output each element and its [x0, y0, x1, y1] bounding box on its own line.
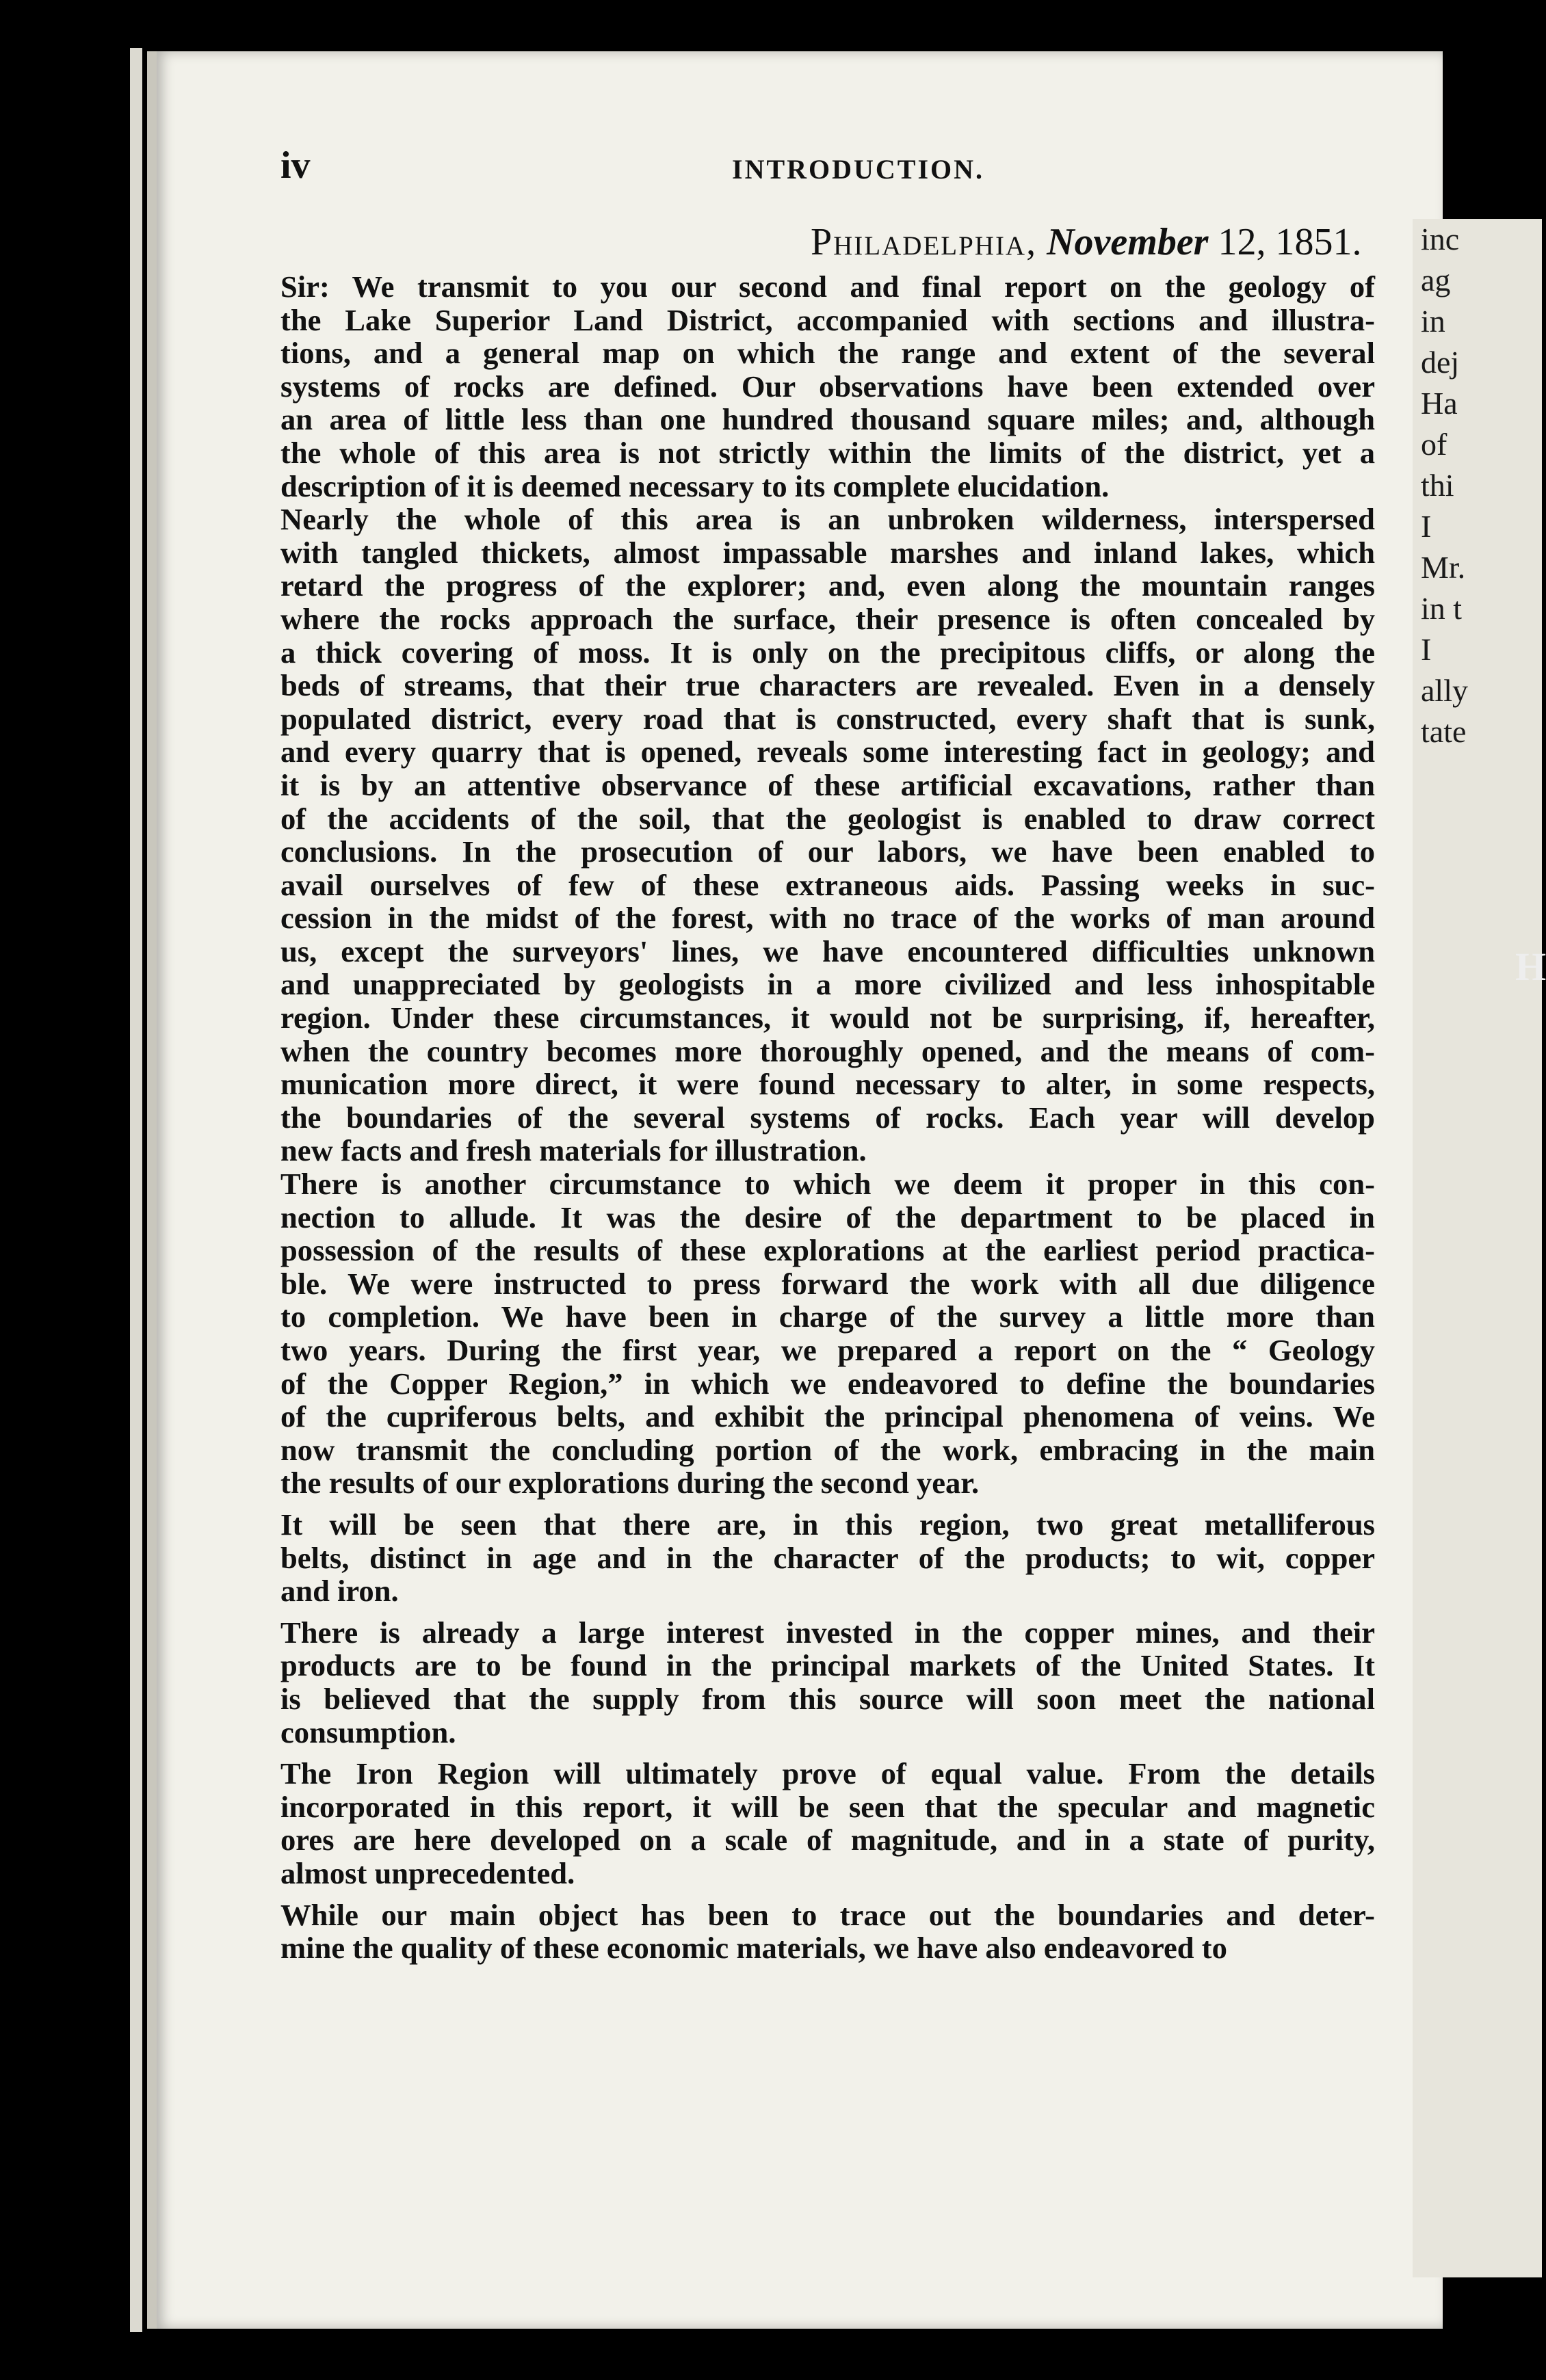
facing-page-text-fragment: I: [1421, 509, 1432, 544]
text-line: There is another circumstance to which we deem it proper in this con-: [280, 1167, 1375, 1202]
text-line: While our main object has been to trace out the boundaries and deter-: [280, 1897, 1375, 1932]
text-line: when the country becomes more thoroughly opened, and the means of com-: [280, 1033, 1375, 1068]
text-line: almost unprecedented.: [280, 1855, 575, 1890]
text-line: possession of the results of these explorations at the earliest period practica-: [280, 1233, 1375, 1268]
text-line: description of it is deemed necessary to its complete elucidation.: [280, 468, 1110, 503]
text-line: of the cupriferous belts, and exhibit the principal phenomena of veins. We: [280, 1399, 1375, 1434]
text-line: It will be seen that there are, in this region, two great metalliferous: [280, 1507, 1375, 1542]
text-line: Nearly the whole of this area is an unbroken wilderness, interspersed: [280, 502, 1375, 537]
text-line: conclusions. In the prosecution of our labors, we have been enabled to: [280, 834, 1375, 869]
facing-page-text-fragment: dej: [1421, 345, 1460, 380]
text-line: with tangled thickets, almost impassable marshes and inland lakes, which: [280, 535, 1375, 570]
facing-page-text-fragment: of: [1421, 427, 1447, 462]
text-line: beds of streams, that their true characters are revealed. Even in a densely: [280, 668, 1375, 703]
page-header: [280, 144, 1375, 191]
text-line: new facts and fresh materials for illustration.: [280, 1133, 867, 1168]
paragraph-gap: [280, 1890, 1375, 1899]
text-line: region. Under these circumstances, it would not be surprising, if, hereafter,: [280, 1001, 1375, 1035]
text-line: products are to be found in the principal markets of the United States. It: [280, 1648, 1375, 1683]
facing-page-text-fragment: Ha: [1421, 386, 1458, 421]
text-line: consumption.: [280, 1715, 456, 1749]
text-line: retard the progress of the explorer; and, even along the mountain ranges: [280, 568, 1375, 603]
facing-page-text-fragment: ally: [1421, 673, 1468, 708]
facing-page-text-fragment: thi: [1421, 468, 1454, 503]
text-line: of the accidents of the soil, that the geologist is enabled to draw correct: [280, 801, 1375, 836]
facing-page-text-fragment: in t: [1421, 591, 1463, 626]
text-line: and unappreciated by geologists in a more civilized and less inhospitable: [280, 967, 1375, 1002]
paragraph-gap: [280, 1608, 1375, 1616]
text-line: nection to allude. It was the desire of the department to be placed in: [280, 1200, 1375, 1234]
text-line: munication more direct, it were found necessary to alter, in some respects,: [280, 1067, 1375, 1102]
text-line: it is by an attentive observance of these artificial excavations, rather than: [280, 767, 1375, 802]
facing-page-text-fragment: I: [1421, 632, 1432, 667]
facing-page-text-fragment: tate: [1421, 714, 1467, 749]
facing-page-text-fragment: Mr.: [1421, 550, 1466, 585]
text-line: systems of rocks are defined. Our observations have been extended over: [280, 369, 1375, 404]
text-line: belts, distinct in age and in the character of the products; to wit, copper: [280, 1540, 1375, 1575]
facing-page-text-fragment: inc: [1421, 222, 1460, 256]
text-line: The Iron Region will ultimately prove of equal value. From the details: [280, 1756, 1375, 1791]
facing-page-text-fragment: ag: [1421, 263, 1451, 298]
text-line: where the rocks approach the surface, their presence is often concealed by: [280, 601, 1375, 636]
text-line: ble. We were instructed to press forward the work with all due diligence: [280, 1266, 1375, 1301]
text-line: now transmit the concluding portion of the work, embracing in the main: [280, 1432, 1375, 1467]
facing-page-text-fragment: in: [1421, 304, 1445, 339]
text-line: an area of little less than one hundred thousand square miles; and, although: [280, 402, 1375, 437]
text-line: and iron.: [280, 1574, 399, 1609]
letter-body: [280, 270, 1375, 1965]
letter-dateline: [811, 220, 1361, 264]
text-line: incorporated in this report, it will be seen that the specular and magnetic: [280, 1789, 1375, 1824]
text-line: the boundaries of the several systems of rocks. Each year will develop: [280, 1100, 1375, 1135]
facing-page-fragment: [1413, 219, 1542, 2277]
text-line: Sir: We transmit to you our second and final report on the geology of: [280, 269, 1375, 304]
text-line: tions, and a general map on which the range and extent of the several: [280, 336, 1375, 371]
dateline-day-year: 12, 1851.: [1218, 221, 1362, 263]
text-line: the whole of this area is not strictly within the limits of the district, yet a: [280, 435, 1375, 470]
running-title: INTRODUCTION.: [732, 154, 985, 185]
dateline-place: Philadelphia,: [811, 221, 1038, 263]
text-line: the results of our explorations during the second year.: [280, 1466, 980, 1500]
facing-page-heading: H: [1515, 944, 1546, 989]
text-line: avail ourselves of few of these extraneous aids. Passing weeks in suc-: [280, 867, 1375, 902]
text-line: cession in the midst of the forest, with no trace of the works of man around: [280, 901, 1375, 936]
text-line: to completion. We have been in charge of the survey a little more than: [280, 1299, 1375, 1334]
text-line: the Lake Superior Land District, accompanied with sections and illustra-: [280, 302, 1375, 337]
text-line: There is already a large interest invested in the copper mines, and their: [280, 1615, 1375, 1650]
text-line: populated district, every road that is constructed, every shaft that is sunk,: [280, 701, 1375, 736]
text-line: us, except the surveyors' lines, we have encountered difficulties unknown: [280, 934, 1375, 968]
dateline-month: November: [1047, 221, 1209, 263]
text-line: is believed that the supply from this source will soon meet the national: [280, 1681, 1375, 1716]
text-line: two years. During the first year, we prepared a report on the “ Geology: [280, 1333, 1375, 1367]
text-line: and every quarry that is opened, reveals some interesting fact in geology; and: [280, 735, 1375, 769]
text-line: ores are here developed on a scale of magnitude, and in a state of purity,: [280, 1823, 1375, 1857]
book-gutter: [130, 48, 142, 2332]
text-line: of the Copper Region,” in which we endeavored to define the boundaries: [280, 1366, 1375, 1401]
text-line: mine the quality of these economic materials, we have also endeavored to: [280, 1931, 1227, 1966]
page-number: iv: [280, 144, 311, 187]
text-line: a thick covering of moss. It is only on the precipitous cliffs, or along the: [280, 635, 1375, 670]
